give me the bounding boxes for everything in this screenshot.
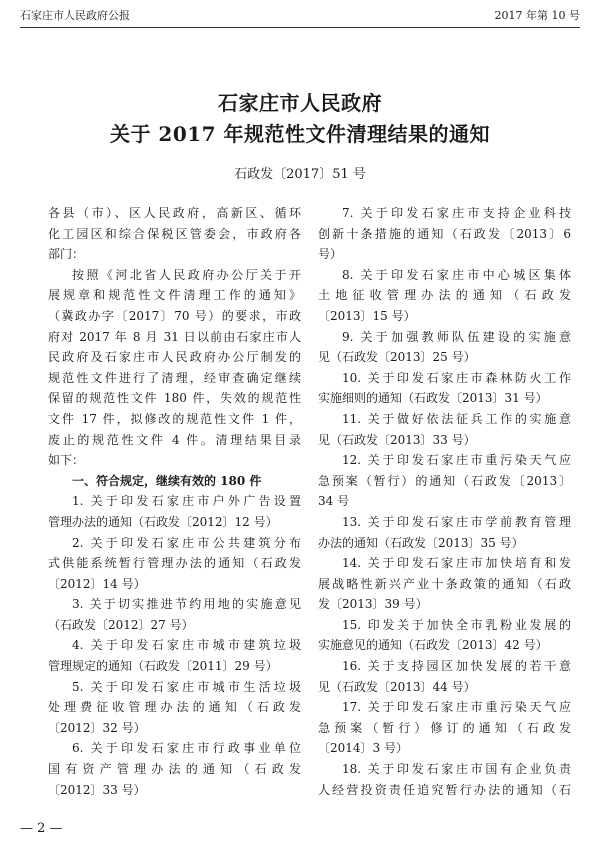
text-line: 见（石政发〔2013〕25 号） xyxy=(318,350,476,365)
text-line: 见（石政发〔2013〕44 号） xyxy=(318,679,476,694)
text-line: 文件 17 件，拟修改的规范性文件 1 件， xyxy=(48,411,301,426)
text-line: 15. 印发关于加快全市乳粉业发展的 xyxy=(342,617,571,632)
text-line: 办法的通知（石政发〔2013〕35 号） xyxy=(318,535,524,550)
text-line: （石政发〔2012〕27 号） xyxy=(48,617,194,632)
text-line: 部门： xyxy=(48,247,85,262)
text-line: 13. 关于印发石家庄市学前教育管理 xyxy=(342,514,571,529)
right-text-column xyxy=(318,203,571,803)
text-line: 5. 关于印发石家庄市城市生活垃圾 xyxy=(72,679,301,694)
text-line: 各县（市）、区人民政府，高新区、循环 xyxy=(48,206,301,220)
text-line: 18. 关于印发石家庄市国有企业负责 xyxy=(342,762,571,777)
text-line: 7. 关于印发石家庄市支持企业科技 xyxy=(342,206,571,220)
text-line: 8. 关于印发石家庄市中心城区集体 xyxy=(342,267,571,282)
text-line: 12. 关于印发石家庄市重污染天气应 xyxy=(342,453,571,468)
text-line: 土地征收管理办法的通知（石政发 xyxy=(318,288,571,303)
text-line: 号） xyxy=(318,247,343,262)
page-number: — 2 — xyxy=(20,821,63,836)
text-line: 1. 关于印发石家庄市户外广告设置 xyxy=(72,494,301,509)
document-number: 石政发〔2017〕51 号 xyxy=(234,167,366,182)
text-line: 6. 关于印发石家庄市行政事业单位 xyxy=(72,741,301,756)
text-line: 〔2012〕33 号） xyxy=(48,782,146,797)
text-line: 9. 关于加强教师队伍建设的实施意 xyxy=(342,329,571,344)
text-line: 发〔2013〕39 号） xyxy=(318,597,428,612)
text-line: 化工园区和综合保税区管委会，市政府各 xyxy=(48,226,301,241)
text-line: 如下： xyxy=(48,453,85,468)
text-line: 16. 关于支持园区加快发展的若干意 xyxy=(342,659,571,674)
text-line: 人经营投资责任追究暂行办法的通知（石 xyxy=(318,782,571,797)
issue-number: 2017 年第 10 号 xyxy=(494,9,580,22)
text-line: 府对 2017 年 8 月 31 日以前由石家庄市人 xyxy=(48,329,301,344)
text-line: 3. 关于切实推进节约用地的实施意见 xyxy=(72,597,301,612)
text-line: 规范性文件进行了清理，经审查确定继续 xyxy=(48,370,301,385)
text-line: 式供能系统暂行管理办法的通知（石政发 xyxy=(48,556,301,571)
text-line: 处理费征收管理办法的通知（石政发 xyxy=(48,700,301,715)
text-line: 急预案（暂行）修订的通知（石政发 xyxy=(318,720,571,735)
text-line: 创新十条措施的通知（石政发〔2013〕6 xyxy=(318,226,571,241)
text-line: 34 号 xyxy=(318,494,350,509)
text-line: 10. 关于印发石家庄市森林防火工作 xyxy=(342,370,571,385)
text-line: 管理规定的通知（石政发〔2011〕29 号） xyxy=(48,659,278,674)
text-line: 实施细则的通知（石政发〔2013〕31 号） xyxy=(318,391,548,406)
text-line: 废止的规范性文件 4 件。清理结果目录 xyxy=(48,432,301,447)
text-line: 〔2014〕3 号） xyxy=(318,741,408,756)
text-line: 4. 关于印发石家庄市城市建筑垃圾 xyxy=(72,638,301,653)
text-line: 展战略性新兴产业十条政策的通知（石政 xyxy=(318,576,571,591)
text-line: 急预案（暂行）的通知（石政发〔2013〕 xyxy=(318,473,571,488)
text-line: 2. 关于印发石家庄市公共建筑分布 xyxy=(72,535,301,550)
text-line: 〔2013〕15 号） xyxy=(318,308,416,323)
text-line: 11. 关于做好依法征兵工作的实施意 xyxy=(342,411,571,426)
text-line: 见（石政发〔2013〕33 号） xyxy=(318,432,476,447)
text-line: 保留的规范性文件 180 件，失效的规范性 xyxy=(48,391,301,406)
left-text-column xyxy=(48,203,301,803)
text-line: 展规章和规范性文件清理工作的通知》 xyxy=(48,288,301,303)
document-title-line-1: 石家庄市人民政府 xyxy=(218,91,382,115)
publication-name: 石家庄市人民政府公报 xyxy=(20,9,130,22)
text-line: 〔2012〕32 号） xyxy=(48,720,146,735)
text-line: 按照《河北省人民政府办公厅关于开 xyxy=(72,267,301,282)
header-divider xyxy=(20,27,580,28)
text-line: 实施意见的通知（石政发〔2013〕42 号） xyxy=(318,638,548,653)
text-line: （冀政办字〔2017〕70 号）的要求，市政 xyxy=(48,308,301,323)
text-line: 管理办法的通知（石政发〔2012〕12 号） xyxy=(48,514,278,529)
running-header xyxy=(20,4,580,26)
text-line: 国有资产管理办法的通知（石政发 xyxy=(48,762,301,777)
text-line: 〔2012〕14 号） xyxy=(48,576,146,591)
text-line: 17. 关于印发石家庄市重污染天气应 xyxy=(342,700,571,715)
document-title-line-2: 关于 2017 年规范性文件清理结果的通知 xyxy=(109,122,491,146)
text-line: 14. 关于印发石家庄市加快培育和发 xyxy=(342,556,571,571)
text-line: 一、符合规定，继续有效的 180 件 xyxy=(72,473,262,488)
text-line: 民政府及石家庄市人民政府办公厅制发的 xyxy=(48,350,301,365)
